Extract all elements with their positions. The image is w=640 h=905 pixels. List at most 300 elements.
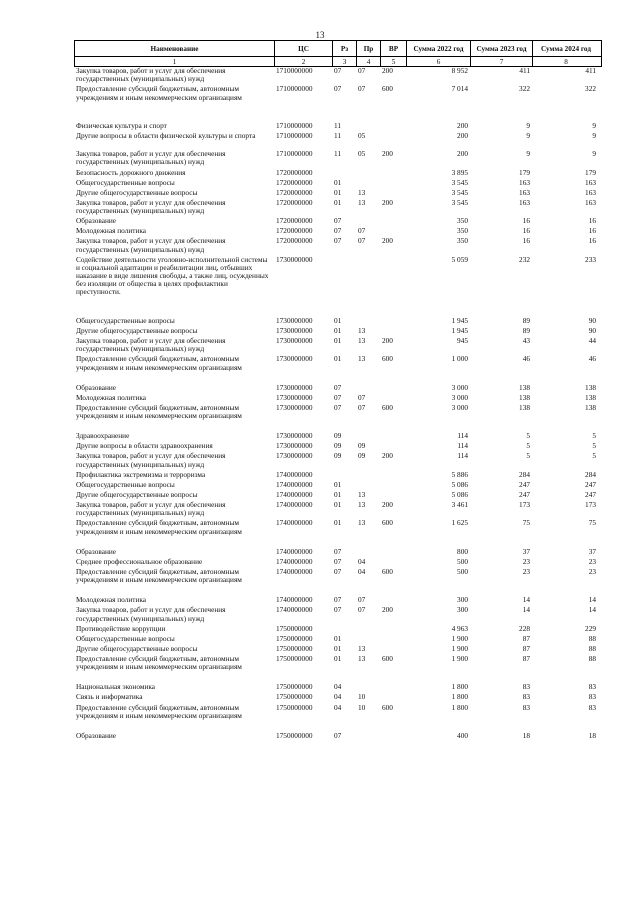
cell-rz: 01 [334,354,342,364]
cell-name: Предоставление субсидий бюджетным, автономным учреждениям и иным некоммерческим организациям [76,653,242,672]
cell-sum-2023: 322 [519,84,530,94]
cell-rz: 11 [334,149,342,159]
cell-sum-2022: 1 800 [451,682,468,692]
cell-sum-2024: 5 [592,451,596,461]
cell-name: Среднее профессиональное образование [76,556,203,566]
cell-rz: 01 [334,500,342,510]
cell-vr: 200 [382,605,393,615]
table-row [74,150,602,168]
cell-cs: 1750000000 [276,682,313,692]
cell-sum-2024: 163 [585,177,596,187]
cell-vr: 600 [382,518,393,528]
cell-cs: 1730000000 [276,254,313,264]
cell-sum-2022: 1 900 [451,643,468,653]
cell-sum-2022: 5 086 [451,479,468,489]
cell-rz: 01 [334,325,342,335]
cell-sum-2023: 173 [519,500,530,510]
cell-pr: 13 [358,653,366,663]
cell-sum-2024: 9 [592,130,596,140]
table-row [74,355,602,373]
header-cs: ЦС [275,41,333,56]
cell-sum-2024: 83 [588,702,596,712]
cell-name: Закупка товаров, работ и услуг для обеспечения государственных (муниципальных) нужд [76,149,226,167]
cell-rz: 07 [334,605,342,615]
cell-name: Общегосударственные вопросы [76,315,175,325]
cell-sum-2024: 88 [588,653,596,663]
cell-name: Молодежная политика [76,595,147,605]
cell-pr: 04 [358,556,366,566]
cell-sum-2022: 350 [457,216,468,226]
cell-cs: 1710000000 [276,149,313,159]
cell-cs: 1740000000 [276,605,313,615]
cell-vr: 200 [382,197,393,207]
table-row [74,67,602,85]
cell-sum-2024: 138 [585,392,596,402]
cell-pr: 07 [358,226,366,236]
cell-pr: 10 [358,702,366,712]
table-row [74,404,602,422]
cell-sum-2022: 500 [457,566,468,576]
cell-sum-2023: 247 [519,479,530,489]
cell-sum-2023: 16 [522,236,530,246]
cell-sum-2023: 14 [522,595,530,605]
table-row [74,256,602,307]
cell-rz: 09 [334,431,342,441]
cell-sum-2022: 1 800 [451,692,468,702]
cell-cs: 1730000000 [276,431,313,441]
table-row [74,501,602,519]
cell-sum-2022: 945 [457,336,468,346]
cell-sum-2023: 75 [522,518,530,528]
cell-sum-2024: 138 [585,382,596,392]
budget-table [74,40,602,742]
cell-sum-2024: 284 [585,469,596,479]
cell-cs: 1750000000 [276,623,313,633]
cell-cs: 1740000000 [276,518,313,528]
cell-rz: 07 [334,546,342,556]
cell-sum-2022: 5 059 [451,254,468,264]
table-header [74,40,602,57]
cell-cs: 1730000000 [276,382,313,392]
cell-sum-2024: 83 [588,682,596,692]
cell-name: Закупка товаров, работ и услуг для обеспечения государственных (муниципальных) нужд [76,500,226,518]
cell-pr: 09 [358,451,366,461]
cell-sum-2023: 43 [522,336,530,346]
cell-sum-2022: 3 000 [451,392,468,402]
cell-cs: 1720000000 [276,187,313,197]
cell-name: Предоставление субсидий бюджетным, автономным учреждениям и иным некоммерческим организациям [76,566,242,585]
cell-sum-2024: 37 [588,546,596,556]
cell-pr: 05 [358,130,366,140]
cell-cs: 1710000000 [276,84,313,94]
cell-pr: 13 [358,325,366,335]
cell-vr: 200 [382,236,393,246]
cell-sum-2023: 9 [526,130,530,140]
cell-sum-2023: 284 [519,469,530,479]
page-number: 13 [315,30,325,40]
cell-sum-2023: 138 [519,402,530,412]
cell-rz: 01 [334,187,342,197]
cell-rz: 07 [334,392,342,402]
cell-sum-2022: 114 [457,451,468,461]
cell-name: Образование [76,730,116,740]
cell-sum-2022: 3 545 [451,187,468,197]
cell-sum-2023: 228 [519,623,530,633]
cell-rz: 01 [334,177,342,187]
cell-cs: 1730000000 [276,354,313,364]
table-row [74,85,602,103]
cell-name: Закупка товаров, работ и услуг для обеспечения государственных (муниципальных) нужд [76,236,226,254]
cell-rz: 07 [334,84,342,94]
cell-sum-2023: 83 [522,692,530,702]
cell-vr: 600 [382,702,393,712]
header-number: 6 [407,57,471,66]
cell-sum-2022: 1 800 [451,702,468,712]
cell-name: Общегосударственные вопросы [76,633,175,643]
cell-sum-2022: 800 [457,546,468,556]
cell-rz: 07 [334,566,342,576]
cell-sum-2023: 89 [522,325,530,335]
cell-pr: 13 [358,500,366,510]
cell-cs: 1740000000 [276,556,313,566]
header-pr: Пр [357,41,381,56]
cell-rz: 01 [334,653,342,663]
cell-sum-2024: 247 [585,489,596,499]
cell-sum-2024: 14 [588,595,596,605]
cell-sum-2024: 23 [588,556,596,566]
cell-sum-2022: 1 945 [451,325,468,335]
cell-name: Другие общегосударственные вопросы [76,187,198,197]
table-row [74,568,602,586]
cell-rz: 01 [334,479,342,489]
cell-cs: 1710000000 [276,120,313,130]
cell-vr: 600 [382,402,393,412]
cell-sum-2024: 233 [585,254,596,264]
cell-cs: 1750000000 [276,702,313,712]
cell-rz: 07 [334,236,342,246]
cell-sum-2022: 350 [457,226,468,236]
cell-vr: 600 [382,84,393,94]
header-number: 3 [333,57,357,66]
cell-rz: 07 [334,226,342,236]
cell-name: Закупка товаров, работ и услуг для обеспечения государственных (муниципальных) нужд [76,66,226,84]
table-row [74,199,602,217]
cell-sum-2022: 200 [457,149,468,159]
cell-sum-2022: 200 [457,130,468,140]
table-row [74,519,602,537]
cell-vr: 200 [382,149,393,159]
cell-name: Содействие деятельности уголовно-исполнительной системы и социальной адаптации и реабилитации лиц, отбывших наказание в виде лишения свободы, а также лиц, осужденных без изоляции от общества в целях профилактики преступности. [76,254,269,297]
cell-pr: 10 [358,692,366,702]
cell-sum-2024: 75 [588,518,596,528]
cell-sum-2022: 3 000 [451,402,468,412]
cell-pr: 13 [358,489,366,499]
cell-name: Другие вопросы в области здравоохранения [76,441,213,451]
cell-vr: 200 [382,66,393,75]
cell-sum-2022: 3 545 [451,177,468,187]
table-row [74,132,602,150]
header-number: 1 [75,57,275,66]
cell-pr: 07 [358,236,366,246]
cell-sum-2022: 300 [457,605,468,615]
cell-cs: 1740000000 [276,500,313,510]
cell-cs: 1730000000 [276,441,313,451]
cell-sum-2023: 138 [519,382,530,392]
cell-sum-2022: 350 [457,236,468,246]
cell-sum-2023: 5 [526,441,530,451]
cell-sum-2024: 247 [585,479,596,489]
cell-vr: 200 [382,451,393,461]
cell-cs: 1730000000 [276,325,313,335]
cell-cs: 1720000000 [276,177,313,187]
cell-sum-2024: 46 [588,354,596,364]
cell-rz: 04 [334,682,342,692]
cell-name: Закупка товаров, работ и услуг для обеспечения государственных (муниципальных) нужд [76,197,226,216]
cell-pr: 07 [358,595,366,605]
cell-sum-2023: 23 [522,556,530,566]
header-name: Наименование [75,41,275,56]
cell-rz: 07 [334,556,342,566]
cell-sum-2022: 5 886 [451,469,468,479]
cell-name: Молодежная политика [76,392,147,402]
cell-rz: 07 [334,595,342,605]
cell-sum-2023: 16 [522,216,530,226]
cell-rz: 04 [334,702,342,712]
cell-cs: 1740000000 [276,595,313,605]
cell-pr: 13 [358,187,366,197]
cell-name: Образование [76,216,116,226]
cell-name: Предоставление субсидий бюджетным, автономным учреждениям и иным некоммерческим организациям [76,354,242,372]
cell-name: Общегосударственные вопросы [76,479,175,489]
cell-cs: 1730000000 [276,392,313,402]
cell-rz: 01 [334,643,342,653]
cell-sum-2024: 229 [585,623,596,633]
table-row [74,104,602,122]
cell-sum-2024: 163 [585,187,596,197]
cell-sum-2024: 16 [588,226,596,236]
cell-rz: 01 [334,489,342,499]
cell-sum-2022: 3 895 [451,167,468,177]
cell-sum-2023: 87 [522,633,530,643]
cell-sum-2023: 18 [522,730,530,740]
cell-sum-2024: 322 [585,84,596,94]
cell-sum-2023: 138 [519,392,530,402]
cell-sum-2022: 1 900 [451,633,468,643]
cell-sum-2023: 5 [526,451,530,461]
cell-rz: 07 [334,66,342,75]
cell-sum-2022: 200 [457,120,468,130]
cell-sum-2023: 83 [522,702,530,712]
cell-name: Национальная экономика [76,682,156,692]
cell-name: Другие вопросы в области физической культуры и спорта [76,130,256,140]
header-sum-2023: Сумма 2023 год [471,41,533,56]
cell-sum-2024: 411 [585,66,596,75]
cell-sum-2023: 89 [522,315,530,325]
cell-sum-2022: 3 545 [451,197,468,207]
cell-name: Противодействие коррупции [76,623,166,633]
cell-sum-2023: 9 [526,120,530,130]
cell-pr: 13 [358,518,366,528]
cell-rz: 01 [334,633,342,643]
cell-name: Закупка товаров, работ и услуг для обеспечения государственных (муниципальных) нужд [76,336,226,354]
cell-pr: 04 [358,566,366,576]
header-sum-2024: Сумма 2024 год [541,44,591,53]
cell-rz: 09 [334,451,342,461]
table-row [74,337,602,355]
cell-name: Молодежная политика [76,226,147,236]
cell-sum-2023: 46 [522,354,530,364]
cell-sum-2024: 163 [585,197,596,207]
cell-sum-2023: 37 [522,546,530,556]
cell-sum-2022: 1 945 [451,315,468,325]
cell-sum-2023: 87 [522,643,530,653]
cell-sum-2023: 83 [522,682,530,692]
cell-sum-2022: 7 014 [451,84,468,94]
cell-sum-2023: 14 [522,605,530,615]
cell-rz: 01 [334,315,342,325]
cell-sum-2024: 9 [592,120,596,130]
cell-name: Образование [76,546,116,556]
header-sum-2022: Сумма 2022 год [407,41,471,56]
cell-sum-2024: 16 [588,216,596,226]
cell-sum-2024: 173 [585,500,596,510]
cell-rz: 07 [334,382,342,392]
cell-name: Предоставление субсидий бюджетным, автономным учреждениям и иным некоммерческим организациям [76,518,242,536]
cell-sum-2022: 3 461 [451,500,468,510]
cell-pr: 07 [358,402,366,412]
cell-sum-2024: 44 [588,336,596,346]
cell-rz: 07 [334,402,342,412]
cell-sum-2022: 300 [457,595,468,605]
cell-sum-2024: 90 [588,315,596,325]
cell-name: Закупка товаров, работ и услуг для обеспечения государственных (муниципальных) нужд [76,451,226,469]
cell-sum-2022: 1 625 [451,518,468,528]
cell-sum-2022: 1 000 [451,354,468,364]
cell-vr: 200 [382,336,393,346]
cell-sum-2024: 14 [588,605,596,615]
cell-rz: 01 [334,336,342,346]
cell-name: Профилактика экстремизма и терроризма [76,469,206,479]
cell-sum-2022: 400 [457,730,468,740]
table-row [74,606,602,624]
cell-cs: 1720000000 [276,167,313,177]
cell-cs: 1750000000 [276,692,313,702]
header-number: 4 [357,57,381,66]
cell-name: Предоставление субсидий бюджетным, автономным учреждениям и иным некоммерческим организациям [76,402,242,421]
cell-sum-2023: 5 [526,431,530,441]
cell-cs: 1740000000 [276,489,313,499]
header-number: 8 [564,57,568,66]
cell-pr: 05 [358,149,366,159]
cell-sum-2022: 4 963 [451,623,468,633]
cell-cs: 1750000000 [276,643,313,653]
cell-cs: 1720000000 [276,226,313,236]
cell-cs: 1740000000 [276,546,313,556]
table-row [74,655,602,673]
cell-sum-2023: 411 [519,66,530,75]
table-row [74,237,602,255]
header-rz: Рз [333,41,357,56]
table-row [74,732,602,742]
cell-pr: 07 [358,84,366,94]
cell-sum-2023: 163 [519,177,530,187]
cell-name: Общегосударственные вопросы [76,177,175,187]
cell-vr: 600 [382,566,393,576]
cell-pr: 09 [358,441,366,451]
cell-sum-2023: 232 [519,254,530,264]
cell-sum-2024: 16 [588,236,596,246]
cell-name: Другие общегосударственные вопросы [76,489,198,499]
cell-name: Связь и информатика [76,692,143,702]
cell-name: Предоставление субсидий бюджетным, автономным учреждениям и иным некоммерческим организациям [76,702,242,720]
cell-sum-2024: 23 [588,566,596,576]
cell-sum-2024: 88 [588,643,596,653]
cell-sum-2024: 18 [588,730,596,740]
cell-rz: 07 [334,730,342,740]
cell-pr: 07 [358,66,366,75]
cell-sum-2023: 247 [519,489,530,499]
cell-pr: 13 [358,336,366,346]
cell-pr: 13 [358,197,366,207]
cell-name: Закупка товаров, работ и услуг для обеспечения государственных (муниципальных) нужд [76,605,226,623]
cell-sum-2022: 114 [457,431,468,441]
cell-cs: 1740000000 [276,479,313,489]
cell-sum-2024: 9 [592,149,596,159]
cell-cs: 1740000000 [276,469,313,479]
cell-rz: 11 [334,130,342,140]
cell-sum-2022: 8 952 [451,66,468,75]
cell-pr: 07 [358,392,366,402]
header-number: 5 [381,57,407,66]
cell-cs: 1720000000 [276,197,313,207]
cell-name: Безопасность дорожного движения [76,167,186,177]
cell-sum-2024: 5 [592,431,596,441]
cell-pr: 13 [358,354,366,364]
cell-name: Образование [76,382,116,392]
cell-rz: 01 [334,197,342,207]
header-number: 7 [471,57,533,66]
cell-cs: 1730000000 [276,402,313,412]
cell-sum-2023: 87 [522,653,530,663]
cell-cs: 1730000000 [276,336,313,346]
table-row [74,452,602,470]
cell-name: Другие общегосударственные вопросы [76,643,198,653]
header-number: 2 [275,57,333,66]
cell-cs: 1720000000 [276,216,313,226]
cell-sum-2022: 114 [457,441,468,451]
cell-name: Физическая культура и спорт [76,120,167,130]
cell-rz: 09 [334,441,342,451]
cell-cs: 1710000000 [276,66,313,75]
cell-sum-2022: 1 900 [451,653,468,663]
cell-cs: 1730000000 [276,315,313,325]
cell-sum-2022: 3 000 [451,382,468,392]
cell-sum-2023: 179 [519,167,530,177]
header-vr: ВР [381,41,407,56]
cell-sum-2024: 138 [585,402,596,412]
cell-rz: 04 [334,692,342,702]
cell-name: Другие общегосударственные вопросы [76,325,198,335]
cell-cs: 1710000000 [276,130,313,140]
table-row [74,704,602,722]
cell-sum-2023: 9 [526,149,530,159]
cell-cs: 1740000000 [276,566,313,576]
cell-name: Предоставление субсидий бюджетным, автономным учреждениям и иным некоммерческим организациям [76,84,242,102]
table-body [74,67,602,742]
cell-pr: 07 [358,605,366,615]
cell-sum-2023: 163 [519,187,530,197]
cell-cs: 1730000000 [276,451,313,461]
